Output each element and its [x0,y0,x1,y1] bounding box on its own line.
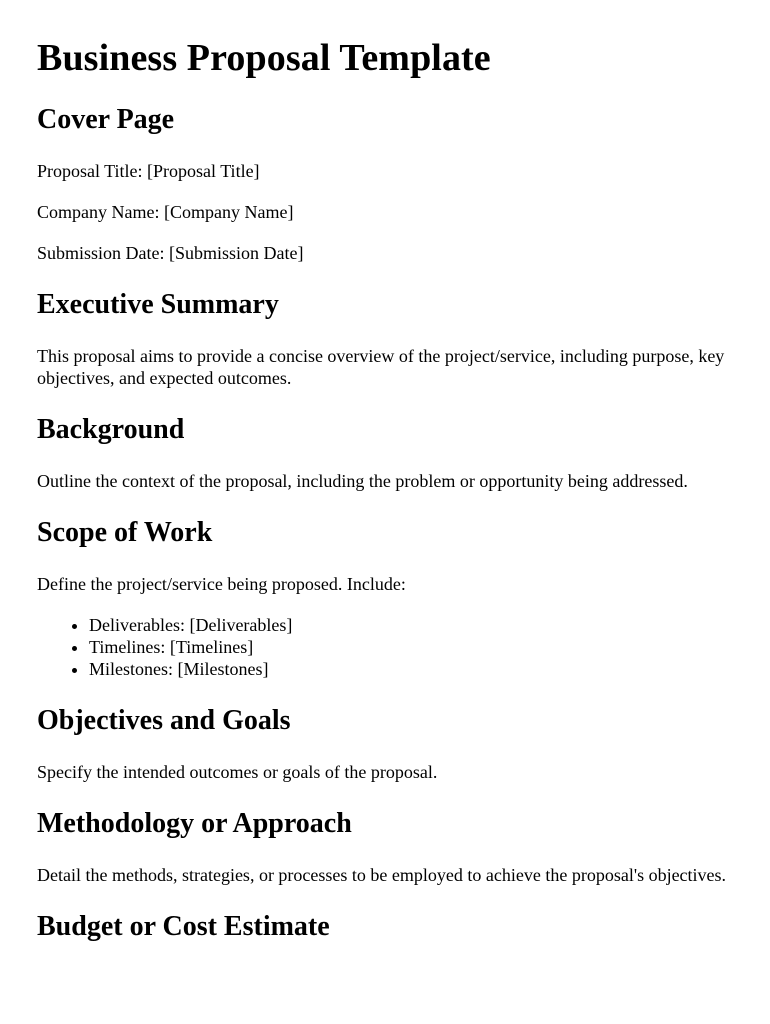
background-text: Outline the context of the proposal, including the problem or opportunity being addressed. [37,471,688,491]
list-item: • Deliverables: [Deliverables] [89,614,733,636]
scope-of-work-text: Define the project/service being proposed. Include: [37,574,406,594]
objectives-text: Specify the intended outcomes or goals of the proposal. [37,762,438,782]
methodology-text: Detail the methods, strategies, or processes to be employed to achieve the proposal's objectives. [37,865,727,885]
cover-page-heading: Cover Page [37,104,175,135]
executive-summary-heading: Executive Summary [37,289,279,320]
document-title: Business Proposal Template [37,37,491,79]
company-name-line: Company Name: [Company Name] [37,202,294,222]
background-heading: Background [37,414,185,445]
objectives-section [37,707,733,783]
scope-of-work-section [37,519,733,680]
methodology-heading: Methodology or Approach [37,808,352,839]
scope-items-list [37,614,733,680]
methodology-section [37,810,733,886]
cover-page-section [37,106,733,264]
budget-section [37,913,733,941]
objectives-heading: Objectives and Goals [37,705,291,736]
list-item: • Milestones: [Milestones] [89,658,733,680]
executive-summary-text: This proposal aims to provide a concise overview of the project/service, including purpose, key objectives, and expected outcomes. [37,346,725,388]
executive-summary-section [37,291,733,389]
list-item: • Timelines: [Timelines] [89,636,733,658]
scope-of-work-heading: Scope of Work [37,517,213,548]
budget-heading: Budget or Cost Estimate [37,911,330,942]
proposal-title-line: Proposal Title: [Proposal Title] [37,161,260,181]
background-section [37,416,733,492]
submission-date-line: Submission Date: [Submission Date] [37,243,304,263]
